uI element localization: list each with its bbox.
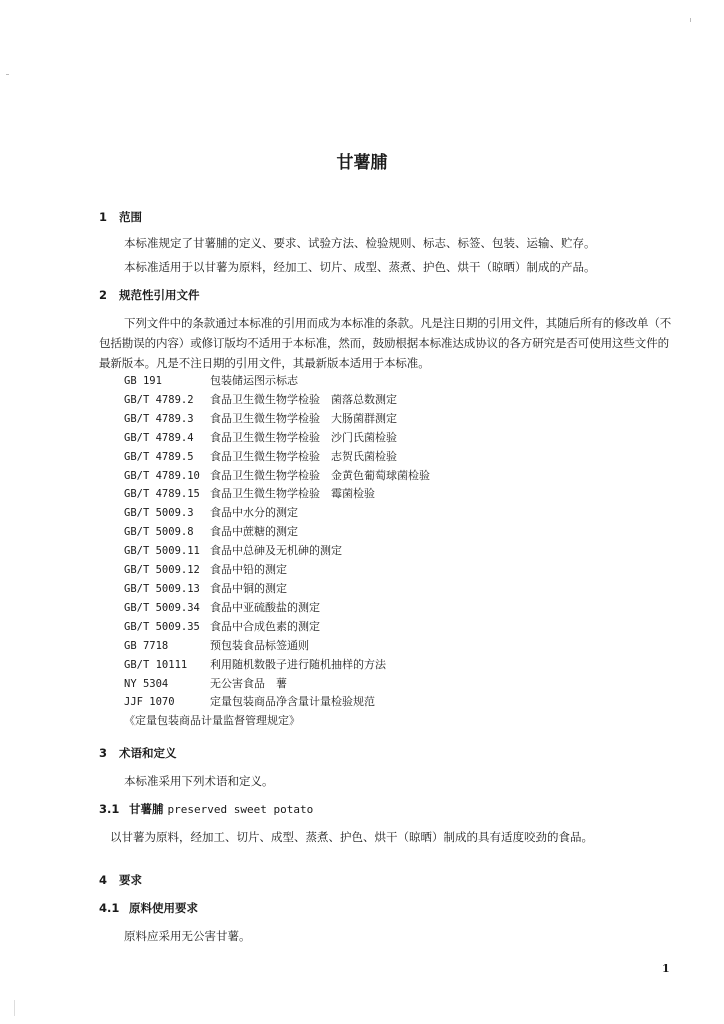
section-3-1-definition: 以甘薯为原料，经加工、切片、成型、蒸煮、护色、烘干（晾晒）制成的具有适度咬劲的食品。	[110, 830, 593, 844]
reference-title: 食品中蔗糖的测定	[210, 525, 298, 539]
reference-item	[124, 410, 430, 429]
section-1-heading	[99, 209, 142, 225]
section-4-title: 要求	[119, 873, 142, 887]
reference-title: 《定量包装商品计量监督管理规定》	[124, 714, 300, 728]
reference-item	[124, 542, 430, 561]
reference-title: 食品卫生微生物学检验 菌落总数测定	[210, 392, 397, 406]
reference-item	[124, 372, 430, 391]
document-title: 甘薯脯	[336, 153, 388, 173]
reference-code: GB/T 4789.5	[124, 450, 194, 463]
reference-title: 食品中总砷及无机砷的测定	[210, 544, 342, 558]
reference-code: GB/T 4789.3	[124, 412, 194, 425]
reference-item	[124, 561, 430, 580]
reference-title: 食品中合成色素的测定	[210, 619, 320, 633]
reference-code: GB/T 5009.13	[124, 582, 200, 595]
reference-title: 食品中亚硫酸盐的测定	[210, 600, 320, 614]
reference-item	[124, 429, 430, 448]
reference-title: 食品卫生微生物学检验 沙门氏菌检验	[210, 430, 397, 444]
section-1-number: 1	[99, 210, 108, 224]
reference-code: GB/T 4789.10	[124, 469, 200, 482]
reference-title: 包装储运图示标志	[210, 374, 298, 387]
reference-item	[124, 618, 430, 637]
reference-item	[124, 391, 430, 410]
section-3-heading	[99, 745, 177, 761]
section-4-1-paragraph-1: 原料应采用无公害甘薯。	[124, 929, 251, 943]
reference-code: GB/T 5009.34	[124, 601, 200, 614]
reference-code: JJF 1070	[124, 696, 175, 709]
reference-code: GB/T 5009.35	[124, 620, 200, 633]
reference-item	[124, 712, 430, 731]
page-number: 1	[662, 962, 670, 975]
reference-title: 食品卫生微生物学检验 志贺氏菌检验	[210, 449, 397, 463]
reference-item	[124, 580, 430, 599]
reference-title: 食品中水分的测定	[210, 506, 298, 520]
reference-title: 无公害食品 薯	[210, 676, 287, 690]
reference-title: 食品卫生微生物学检验 大肠菌群测定	[210, 411, 397, 425]
section-4-number: 4	[99, 873, 108, 887]
reference-title: 预包装食品标签通则	[210, 638, 309, 652]
reference-code: GB 7718	[124, 639, 169, 652]
section-1-paragraph-2: 本标准适用于以甘薯为原料，经加工、切片、成型、蒸煮、护色、烘干（晾晒）制成的产品。	[124, 260, 596, 274]
section-2-number: 2	[99, 288, 108, 302]
reference-code: GB/T 10111	[124, 658, 188, 671]
scan-speck	[14, 1000, 15, 1016]
section-2-heading	[99, 287, 200, 303]
reference-item	[124, 675, 430, 694]
scan-speck	[690, 18, 691, 22]
section-3-title: 术语和定义	[119, 746, 177, 760]
reference-code: GB 191	[124, 375, 162, 387]
reference-item	[124, 599, 430, 618]
reference-item	[124, 467, 430, 486]
section-3-number: 3	[99, 746, 108, 760]
reference-title: 食品卫生微生物学检验 金黄色葡萄球菌检验	[210, 468, 430, 482]
reference-item	[124, 637, 430, 656]
section-1-title: 范围	[119, 210, 142, 224]
reference-item	[124, 523, 430, 542]
reference-title: 利用随机数骰子进行随机抽样的方法	[210, 657, 386, 671]
normative-references-list	[124, 372, 430, 731]
reference-code: GB/T 5009.8	[124, 526, 194, 539]
reference-item	[124, 693, 430, 712]
reference-item	[124, 656, 430, 675]
reference-code: GB/T 5009.11	[124, 545, 200, 558]
section-2-intro: 下列文件中的条款通过本标准的引用而成为本标准的条款。凡是注日期的引用文件，其随后所有的修改单（不包括勘误的内容）或修订版均不适用于本标准，然而，鼓励根据本标准达成协议的各方研究是否可使用这些文件的最新版本。凡是不注日期的引用文件，其最新版本适用于本标准。	[99, 316, 672, 370]
reference-title: 食品卫生微生物学检验 霉菌检验	[210, 487, 375, 501]
section-3-1-heading	[99, 801, 313, 817]
section-4-1-heading	[99, 900, 198, 916]
reference-title: 定量包装商品净含量计量检验规范	[210, 695, 375, 709]
section-3-1-number: 3.1	[99, 802, 120, 816]
reference-title: 食品中铅的测定	[210, 563, 287, 577]
section-2-title: 规范性引用文件	[119, 288, 200, 302]
reference-title: 食品中铜的测定	[210, 581, 287, 595]
section-3-1-title: 甘薯脯	[129, 802, 164, 816]
reference-code: GB/T 4789.4	[124, 431, 194, 444]
reference-code: GB/T 5009.3	[124, 507, 194, 520]
scan-speck	[6, 74, 9, 75]
section-4-heading	[99, 872, 142, 888]
section-3-1-title-en: preserved sweet potato	[167, 803, 314, 816]
reference-code: GB/T 4789.15	[124, 488, 200, 501]
section-3-paragraph-1: 本标准采用下列术语和定义。	[124, 774, 274, 788]
reference-code: GB/T 5009.12	[124, 564, 200, 577]
section-4-1-title: 原料使用要求	[129, 901, 198, 915]
reference-code: GB/T 4789.2	[124, 393, 194, 406]
reference-code: NY 5304	[124, 677, 169, 690]
reference-item	[124, 485, 430, 504]
reference-item	[124, 504, 430, 523]
section-4-1-number: 4.1	[99, 901, 120, 915]
reference-item	[124, 448, 430, 467]
section-1-paragraph-1: 本标准规定了甘薯脯的定义、要求、试验方法、检验规则、标志、标签、包装、运输、贮存。	[124, 236, 596, 250]
